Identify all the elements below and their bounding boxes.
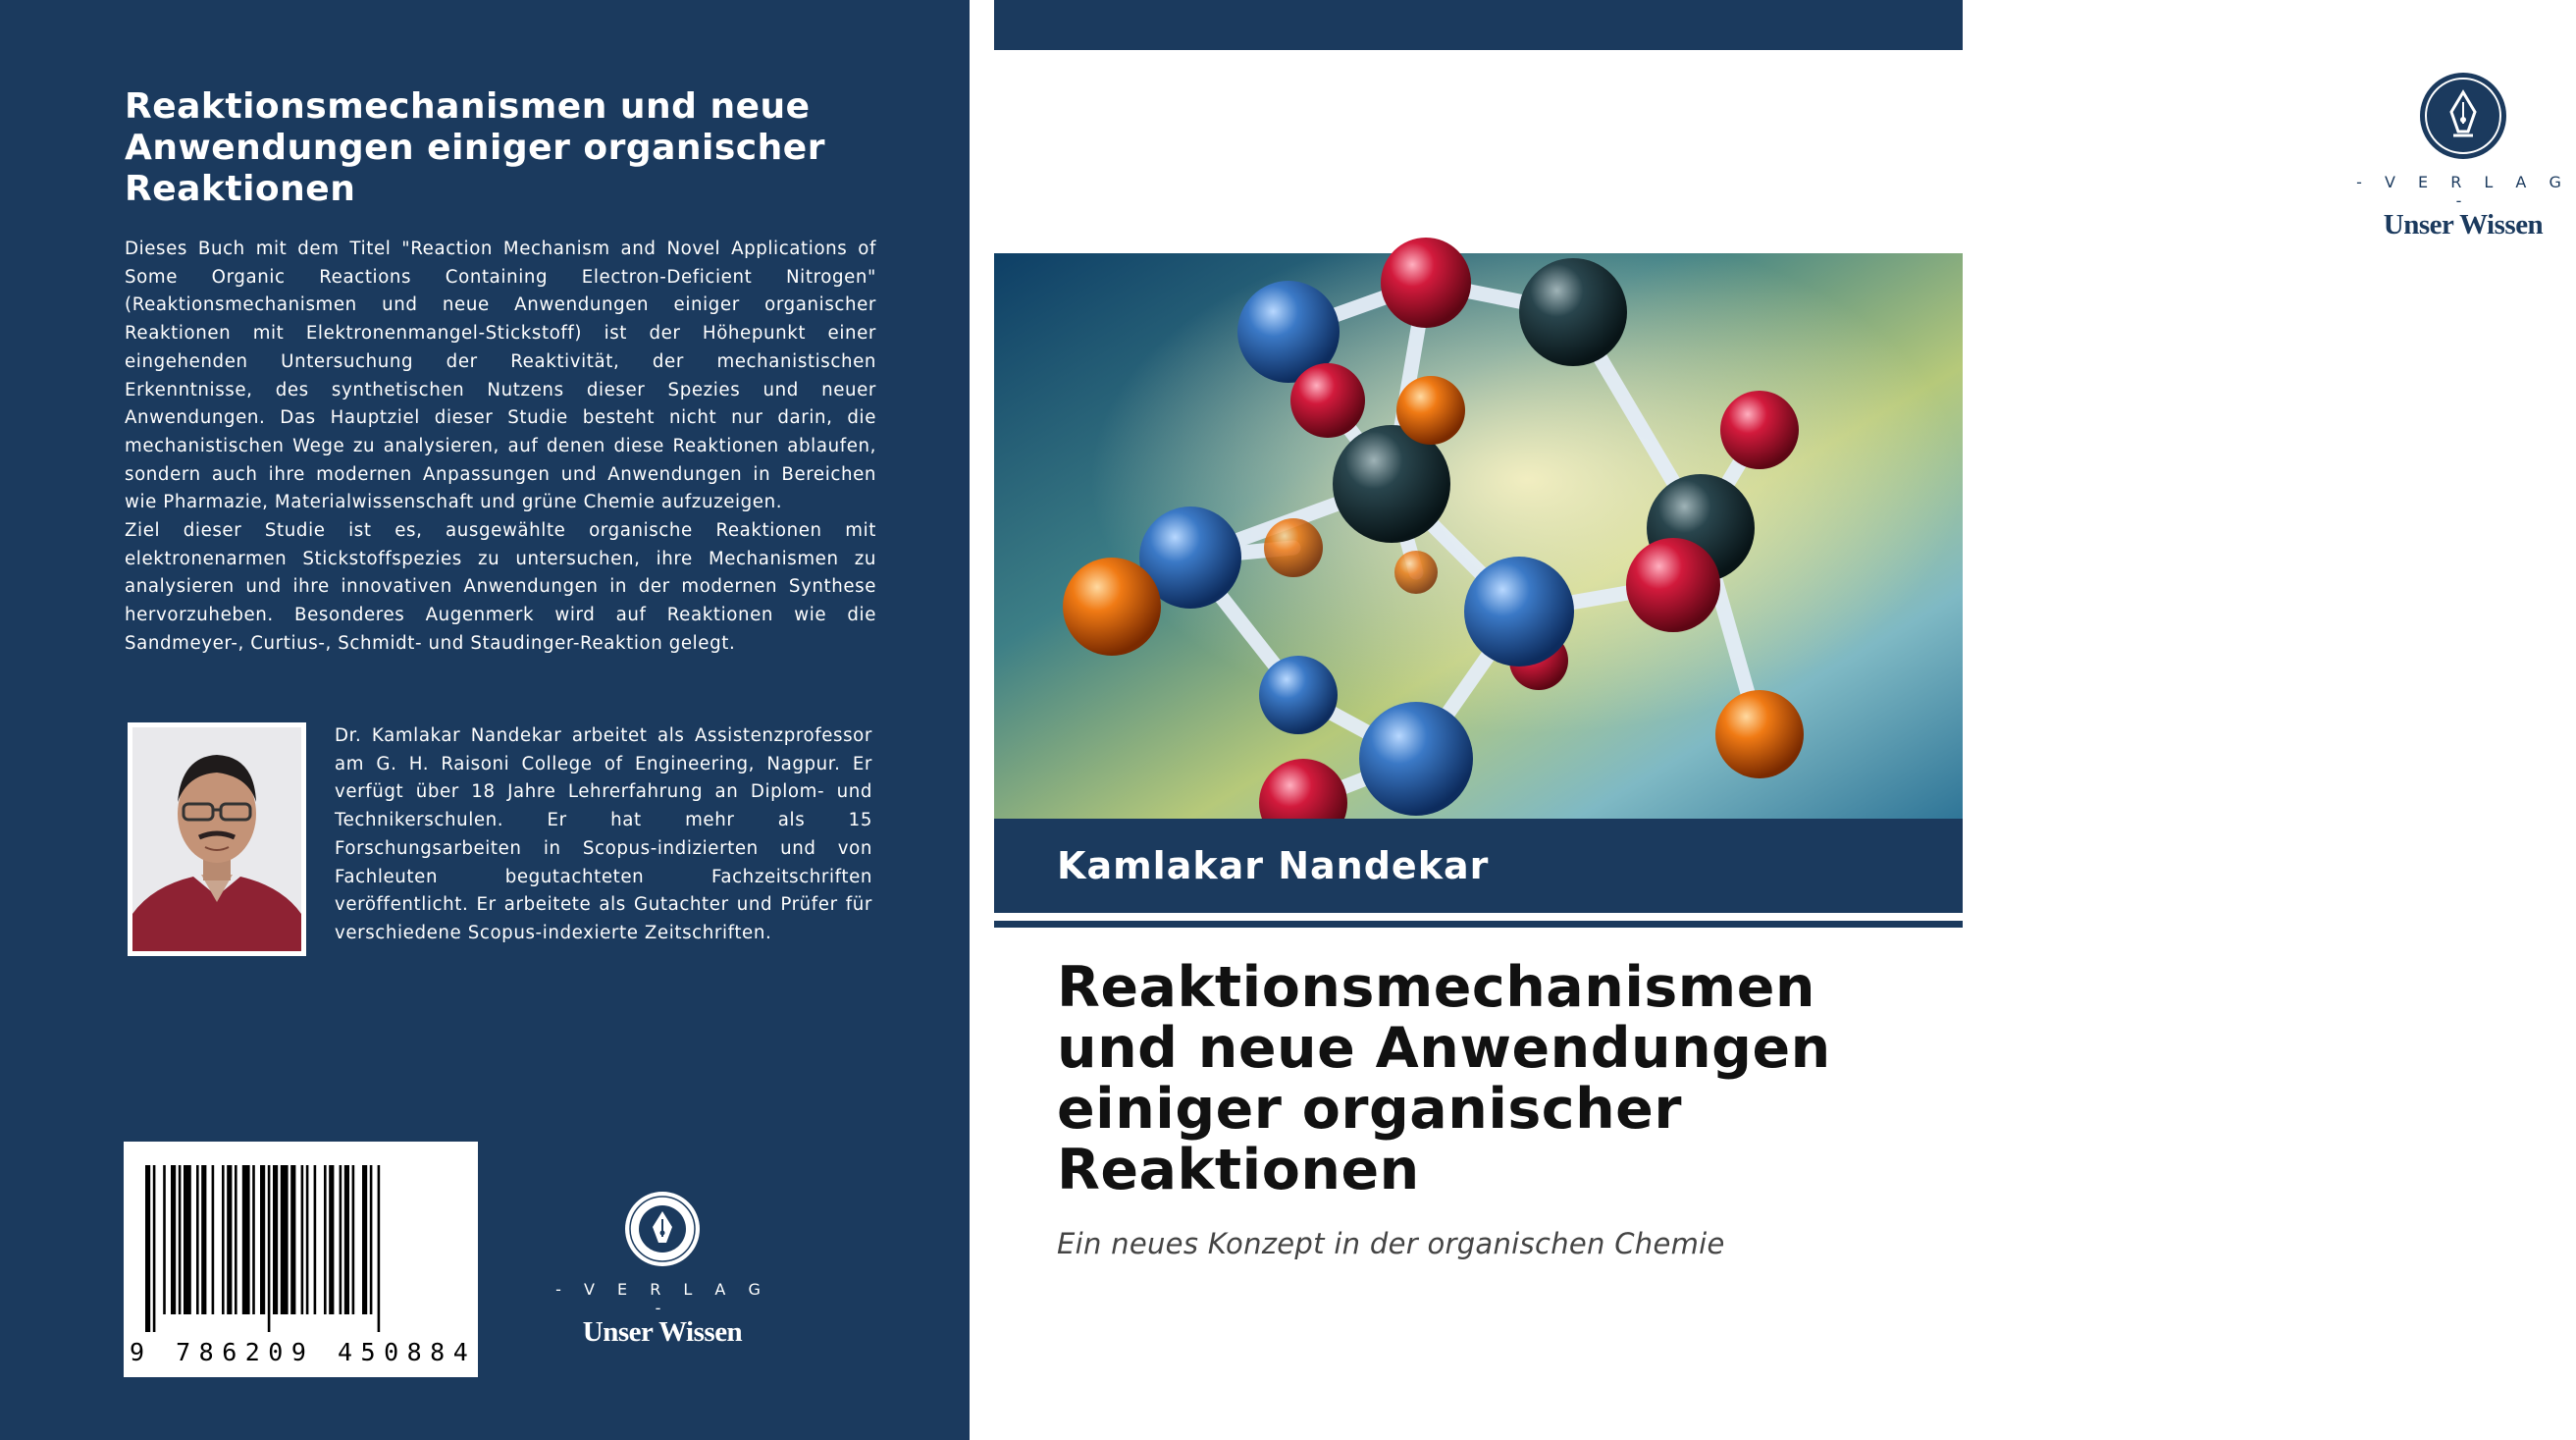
back-cover-title: Reaktionsmechanismen und neue Anwendungen einiger organischer Reaktionen — [125, 86, 825, 209]
publisher-name: Unser Wissen — [2383, 209, 2544, 240]
spine — [970, 0, 994, 1440]
author-name: Kamlakar Nandekar — [1057, 844, 1490, 887]
author-photo — [128, 722, 306, 956]
blurb-paragraph-2: Ziel dieser Studie ist es, ausgewählte organische Reaktionen mit elektronenarmen Stickstoffspezies zu untersuchen, ihre Mechanismen zu analysieren und ihre innovativen Anwendungen in der modernen Synthese hervorzuheben. Besonderes Augenmerk wird auf Reaktionen wie die Sandmeyer-, Curtius-, Schmidt- und Staudinger-Reaktion gelegt. — [125, 520, 876, 654]
blurb-paragraph-1: Dieses Buch mit dem Titel "Reaction Mechanism and Novel Applications of Some Organic Reactions Containing Electron-Deficient Nitrogen" (Reaktionsmechanismen und neue Anwendungen einiger organischer Reaktionen mit Elektronenmangel-Stickstoff) ist der Höhepunkt einer eingehenden Untersuchung der Reaktivität, der mechanistischen Erkenntnisse, des synthetischen Nutzens dieser Spezies und neuer Anwendungen. Das Hauptziel dieser Studie besteht nicht nur darin, die mechanistischen Wege zu analysieren, auf denen diese Reaktionen ablaufen, sondern auch ihre modernen Anpassungen und Anwendungen in Bereichen wie Pharmazie, Materialwissenschaft und grüne Chemie aufzuzeigen. — [125, 239, 876, 513]
publisher-logo-back — [550, 1190, 775, 1347]
fountain-pen-nib-icon — [623, 1190, 702, 1268]
barcode-bars — [143, 1165, 459, 1332]
publisher-name: Unser Wissen — [582, 1316, 743, 1348]
author-bio: Dr. Kamlakar Nandekar arbeitet als Assistenzprofessor am G. H. Raisoni College of Engineering, Nagpur. Er verfügt über 18 Jahre Lehrerfahrung an Diplom- und Technikerschulen. Er hat mehr als 15 Forschungsarbeiten in Scopus-indizierten und von Fachleuten begutachteten Fachzeitschriften veröffentlicht. Er arbeitete als Gutachter und Prüfer für verschiedene Scopus-indexierte Zeitschriften. — [335, 725, 872, 943]
fountain-pen-nib-icon — [2418, 71, 2508, 161]
publisher-verlag-label: - V E R L A G - — [555, 1280, 769, 1317]
divider-rule — [994, 921, 1963, 928]
front-cover-subtitle: Ein neues Konzept in der organischen Chemie — [1057, 1227, 1725, 1260]
author-band — [994, 819, 1963, 913]
back-cover — [0, 0, 970, 1440]
molecule-illustration — [994, 253, 1963, 819]
top-bar — [994, 0, 1963, 50]
publisher-logo-front — [2350, 71, 2576, 240]
isbn-barcode — [124, 1142, 478, 1377]
front-cover — [994, 0, 2570, 1440]
publisher-verlag-label: - V E R L A G - — [2356, 173, 2570, 210]
book-blurb — [125, 236, 876, 659]
isbn-number: 9 786209 450884 — [130, 1338, 477, 1366]
front-cover-title: Reaktionsmechanismen und neue Anwendungen einiger organischer Reaktionen — [1057, 955, 1831, 1202]
